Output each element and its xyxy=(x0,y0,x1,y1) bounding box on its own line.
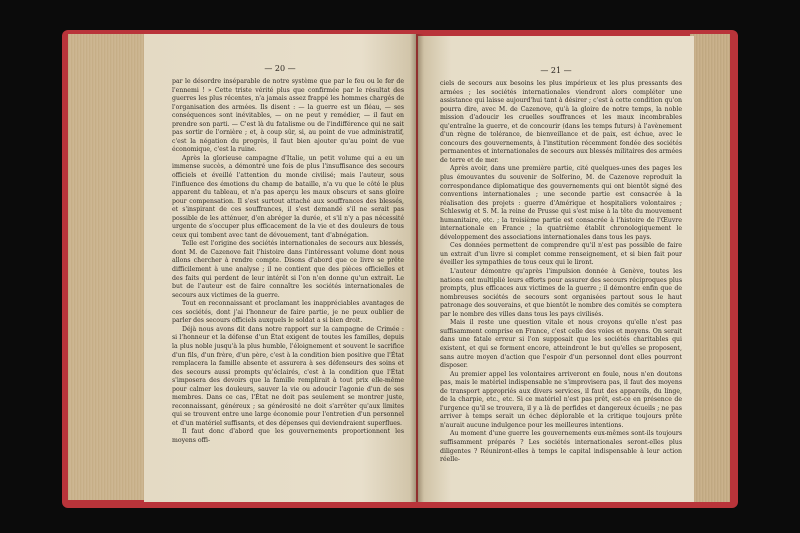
book-gutter xyxy=(410,34,424,502)
right-page-text xyxy=(440,80,682,465)
page-number-left: — 20 — xyxy=(264,64,296,73)
paragraph: Au premier appel les volontaires arriveront en foule, nous n'en doutons pas, mais le matériel indispensable ne s'improvisera pas, il faut des moyens de transport appropriés aux divers services, il faut des appareils, du linge, de la charpie, etc., etc. Si ce matériel n'est pas prêt, est-ce en présence de l'urgence qu'il se trouvera, il y a là de perfides et dangereux écueils ; ne pas arriver à temps serait un échec déplorable et la critique toujours prête n'aurait aucune indulgence pour les meilleures intentions. xyxy=(440,370,682,429)
paragraph: Déjà nous avons dit dans notre rapport sur la campagne de Crimée : si l'honneur et la défense d'un État exigent de toutes les familles, depuis la plus noble jusqu'à la plus humble, l'éloignement et souvent le sacrifice d'un fils, d'un frère, d'un père, c'est à la condition bien positive que l'État remplacera la famille absente et assurera à ses défenseurs des soins et des secours aussi prompts qu'éclairés, c'est à la condition que l'État s'imposera des devoirs que la famille remplirait à tout prix elle-même pour calmer les douleurs, sauver la vie ou adoucir l'agonie d'un de ses membres. Dans ce cas, l'État ne doit pas seulement se montrer juste, reconnaissant, généreux ; sa générosité ne doit s'arrêter qu'aux limites qui se trouvent entre une large économie pour l'entretien d'un personnel et d'un matériel suffisants, et des dépenses qui deviendraient superflues. xyxy=(172,325,404,427)
left-page xyxy=(144,34,416,502)
paragraph: Tout en reconnaissant et proclamant les inappréciables avantages de ces sociétés, dont j'ai l'honneur de faire partie, je ne peux oublier de parler des secours officiels auxquels le soldat a si bien droit. xyxy=(172,300,404,325)
right-page xyxy=(418,36,694,502)
paragraph: Après la glorieuse campagne d'Italie, un petit volume qui a eu un immense succès, a démontré une fois de plus l'insuffisance des secours officiels et éveillé l'attention du monde civilisé; mais l'auteur, sous l'influence des émotions du champ de bataille, n'a vu que le côté le plus apparent du tableau, et n'a pas aperçu les maux obscurs et sans gloire pour compensation. Il s'est surtout attaché aux souffrances des blessés, et s'inspirant de ces souffrances, il s'est demandé s'il ne serait pas possible de les atténuer, d'en abréger la durée, et s'il n'y a pas nécessité urgente de s'occuper plus efficacement de la vie et des douleurs de tous ceux qui tombent avec tant de dévouement, tant d'abnégation. xyxy=(172,154,404,239)
paragraph: Ces données permettent de comprendre qu'il n'est pas possible de faire un extrait d'un livre si complet comme renseignement, et si bien fait pour éveiller les sympathies de tous ceux qui le liront. xyxy=(440,242,682,267)
paragraph: L'auteur démontre qu'après l'impulsion donnée à Genève, toutes les nations ont multiplié leurs efforts pour assurer des secours réciproques plus prompts, plus efficaces aux victimes de la guerre ; il démontre enfin que de nombreuses sociétés de secours sont organisées partout sous le haut patronage des souverains, et que bientôt le nombre des comités se comptera par le nombre des villes dans tous les pays civilisés. xyxy=(440,268,682,318)
page-edges-right xyxy=(690,34,730,502)
paragraph: Telle est l'origine des sociétés internationales de secours aux blessés, dont M. de Cazenove fait l'histoire dans l'intéressant volume dont nous allons chercher à rendre compte. Disons d'abord que ce livre se prête difficilement à une analyse ; il ne contient que des pièces officielles et des faits qui perdent de leur intérêt si l'on n'en donne qu'un extrait. Le but de l'auteur est de faire connaître les sociétés internationales de secours aux victimes de la guerre. xyxy=(172,240,404,299)
page-edges-left xyxy=(68,34,150,500)
paragraph: par le désordre inséparable de notre système que par le feu ou le fer de l'ennemi ! » Cette triste vérité plus que confirmée par le résultat des guerres les plus récentes, n'a jamais assez frappé les hommes chargés de l'organisation des armées. Ils disent : — la guerre est un fléau, — ses conséquences sont inévitables, — on ne peut y remédier, — il faut en prendre son parti. — C'est là du fatalisme ou de l'indifférence qui ne sait pas sortir de l'ornière ; et, à coup sûr, si, au point de vue administratif, c'est la négation du progrès, il faut bien ajouter qu'au point de vue économique, c'est la ruine. xyxy=(172,78,404,154)
page-number-right: — 21 — xyxy=(540,66,572,75)
left-page-text xyxy=(172,78,404,446)
paragraph: Au moment d'une guerre les gouvernements eux-mêmes sont-ils toujours suffisamment préparés ? Les sociétés internationales seront-elles plus diligentes ? Réuniront-elles à temps le capital indispensable à leur action réelle- xyxy=(440,430,682,464)
paragraph: Après avoir, dans une première partie, cité quelques-unes des pages les plus émouvantes du souvenir de Solferino, M. de Cazenove reproduit la correspondance diplomatique des gouvernements qui ont bientôt signé des conventions internationales ; une seconde partie est consacrée à la réalisation des projets : guerre d'Amérique et hospitaliers volontaires ; Schleswig et S. M. la reine de Prusse qui s'est mise à la tête du mouvement humanitaire, etc. ; la troisième partie est consacrée à l'histoire de l'Œuvre internationale en France ; la quatrième établit chronologiquement le développement des associations internationales dans tous les pays. xyxy=(440,165,682,241)
paragraph: Il faut donc d'abord que les gouvernements proportionnent les moyens offi- xyxy=(172,428,404,444)
paragraph: ciels de secours aux besoins les plus impérieux et les plus pressants des armées ; les sociétés internationales viendront alors compléter une assistance qui laisse aujourd'hui tant à désirer ; c'est à cette condition qu'on pourra dire, avec M. de Cazenove, qu'à la gloire de notre temps, la noble mission d'adoucir les cruelles souffrances et les maux incombrables qu'entraîne la guerre, et de concourir (dans les temps futurs) à l'avènement d'un règne de tolérance, de bienveillance et de paix, est échue, avec le concours des gouvernements, à l'institution récemment fondée des sociétés permanentes et internationales de secours aux blessés militaires des armées de terre et de mer. xyxy=(440,80,682,164)
paragraph: Mais il reste une question vitale et nous croyons qu'elle n'est pas suffisamment comprise en France, c'est celle des voies et moyens. On serait dans une fatale erreur si l'on supposait que les sociétés charitables qui existent, et qui se forment encore, atteindront le but qu'elles se proposent, sans autre moyen d'action que l'espoir d'un personnel dont elles pourront disposer. xyxy=(440,319,682,370)
